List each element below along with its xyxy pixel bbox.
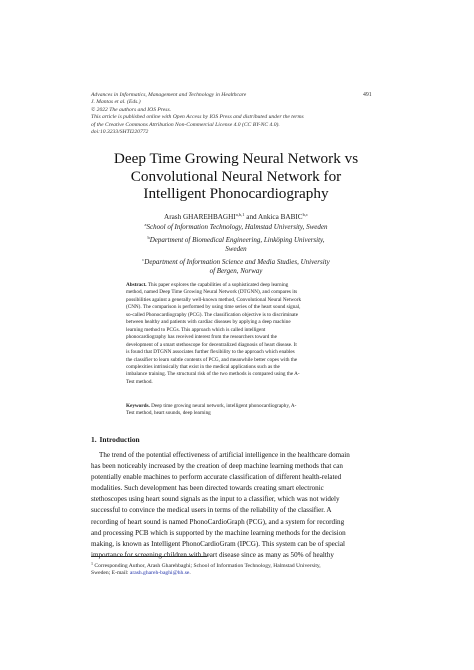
header-line: of the Creative Commons Attribution Non-Commercial License 4.0 (CC BY-NC 4.0).: [91, 121, 280, 128]
abstract-line: possibilities against a generally well-known method, Convolutional Neural Network: [126, 296, 302, 303]
author-name: Ankica BABIC: [258, 213, 303, 221]
author-superscript: a,b,1: [235, 212, 245, 217]
author-connector: and: [246, 213, 257, 221]
body-line: potentially enable machines to perform accurate classification of different health-related: [91, 473, 342, 482]
keywords-text: Deep time growing neural network, intelligent phonocardiography, A-: [151, 403, 297, 409]
body-line: and processing PCB which is supported by the machine learning methods for the decision: [91, 528, 346, 537]
affiliation-list: [91, 220, 381, 277]
body-line: making, is known as Intelligent PhonoCardioGram (IPCG). This system can be of special: [91, 539, 346, 548]
journal-header: [91, 92, 381, 136]
affiliation-marker: c: [142, 256, 145, 262]
affiliation-text: Sweden: [225, 245, 247, 254]
page-number: 491: [363, 92, 372, 98]
abstract-line: learning method to PCGs. This approach which is called intelligent: [126, 326, 266, 333]
keywords-label: Keywords.: [126, 403, 150, 409]
paper-title: [91, 150, 381, 203]
introduction-body: [91, 450, 381, 561]
body-line: importance for screening children with heart disease since as many as 50% of healthy: [91, 550, 334, 559]
affiliation-text: School of Information Technology, Halmstad University, Sweden: [146, 223, 328, 231]
abstract-line: is found that DTGNN associates further flexibility to the approach which enables: [126, 349, 295, 356]
keywords-line: Test method, heart sounds, deep learning: [126, 410, 211, 417]
body-line: stethoscopes using heart sound signals as the input to a classifier, which was not widely: [91, 495, 340, 504]
abstract-label: Abstract.: [126, 282, 147, 288]
footnote-marker: 1: [91, 561, 93, 566]
footnote-line: [91, 570, 381, 577]
abstract-line: development of a smart stethoscope for decentralized diagnosis of heart disease. It: [126, 341, 297, 348]
title-line: Convolutional Neural Network for: [130, 167, 342, 185]
header-line: © 2022 The authors and IOS Press.: [91, 106, 172, 113]
abstract-line: between healthy and patients with cardiac diseases by applying a deep machine: [126, 319, 291, 326]
abstract-text: This paper explores the capabilities of a sophisticated deep learning: [147, 282, 289, 288]
doi-line: doi:10.3233/SHTI220772: [91, 129, 149, 136]
title-line: Deep Time Growing Neural Network vs: [113, 150, 359, 167]
affiliation-marker: b: [147, 234, 150, 240]
header-line: J. Mantas et al. (Eds.): [91, 99, 141, 106]
affiliation-line: [91, 267, 381, 277]
affiliation-line: [91, 255, 381, 268]
title-line: Intelligent Phonocardiography: [143, 185, 329, 202]
author-superscript: b,c: [302, 212, 308, 217]
author-name: Arash GHAREHBAGHI: [164, 213, 236, 221]
body-line: recording of heart sound is named PhonoCardioGraph (PCG), and a system for recording: [91, 517, 345, 526]
body-line: The trend of the potential effectiveness of artificial intelligence in the healthcare domain: [99, 451, 350, 459]
body-line: has been noticeably increased by the creation of deep machine learning methods that can: [91, 462, 343, 471]
abstract-line: method, named Deep Time Growing Neural Network (DTGNN), and compares its: [126, 289, 298, 296]
abstract-line: phonocardiography has received interest from the researchers toward the: [126, 334, 277, 341]
section-title: Introduction: [99, 435, 140, 444]
abstract-line: (CNN). The comparison is performed by using time series of the heart sound signal,: [126, 304, 301, 311]
abstract-line: Test method.: [126, 378, 153, 385]
footnote-text: Corresponding Author, Arash Gharehbaghi; School of Information Technology, Halmstad University,: [94, 563, 321, 569]
abstract-line: complexities intrinsically that exist in the medical applications such as the: [126, 363, 280, 370]
abstract-line: imbalance training. The structural risk of the two methods is compared using the A-: [126, 371, 300, 378]
affiliation-text: Department of Biomedical Engineering, Linköping University,: [149, 235, 325, 244]
abstract-line: so-called Phonocardiography (PCG). The classification objective is to discriminate: [126, 311, 299, 318]
email-link[interactable]: arash.ghareh-baghi@hh.se: [129, 570, 190, 577]
header-line: This article is published online with Open Access by IOS Press and distributed under the terms: [91, 114, 304, 121]
body-line: modalities. Such development has been directed towards creating smart electronic: [91, 484, 324, 493]
affiliation-text: Department of Information Science and Media Studies, University: [144, 257, 330, 266]
affiliation-marker: a: [144, 222, 147, 227]
body-line: successful to convince the medical users in terms of the reliability of the classifier. A: [91, 506, 332, 515]
affiliation-line: [91, 220, 381, 233]
keywords-line: [126, 403, 346, 410]
section-number: 1.: [91, 435, 97, 444]
footnote-text: .: [189, 570, 191, 577]
abstract-line: the classifier to learn subtle contents of PCG, and meanwhile better copes with the: [126, 356, 298, 363]
abstract-block: [126, 282, 346, 386]
footnote-divider: [91, 556, 207, 557]
section-heading: [91, 435, 143, 444]
footnote-text: Sweden; E-mail:: [91, 570, 129, 577]
affiliation-line: [91, 233, 381, 246]
footnote: [91, 560, 381, 578]
footnote-line: [91, 560, 381, 570]
affiliation-line: [91, 245, 381, 255]
header-line: Advances in Informatics, Management and Technology in Healthcare: [91, 92, 247, 98]
keywords-block: [126, 403, 346, 418]
affiliation-text: of Bergen, Norway: [209, 267, 263, 276]
